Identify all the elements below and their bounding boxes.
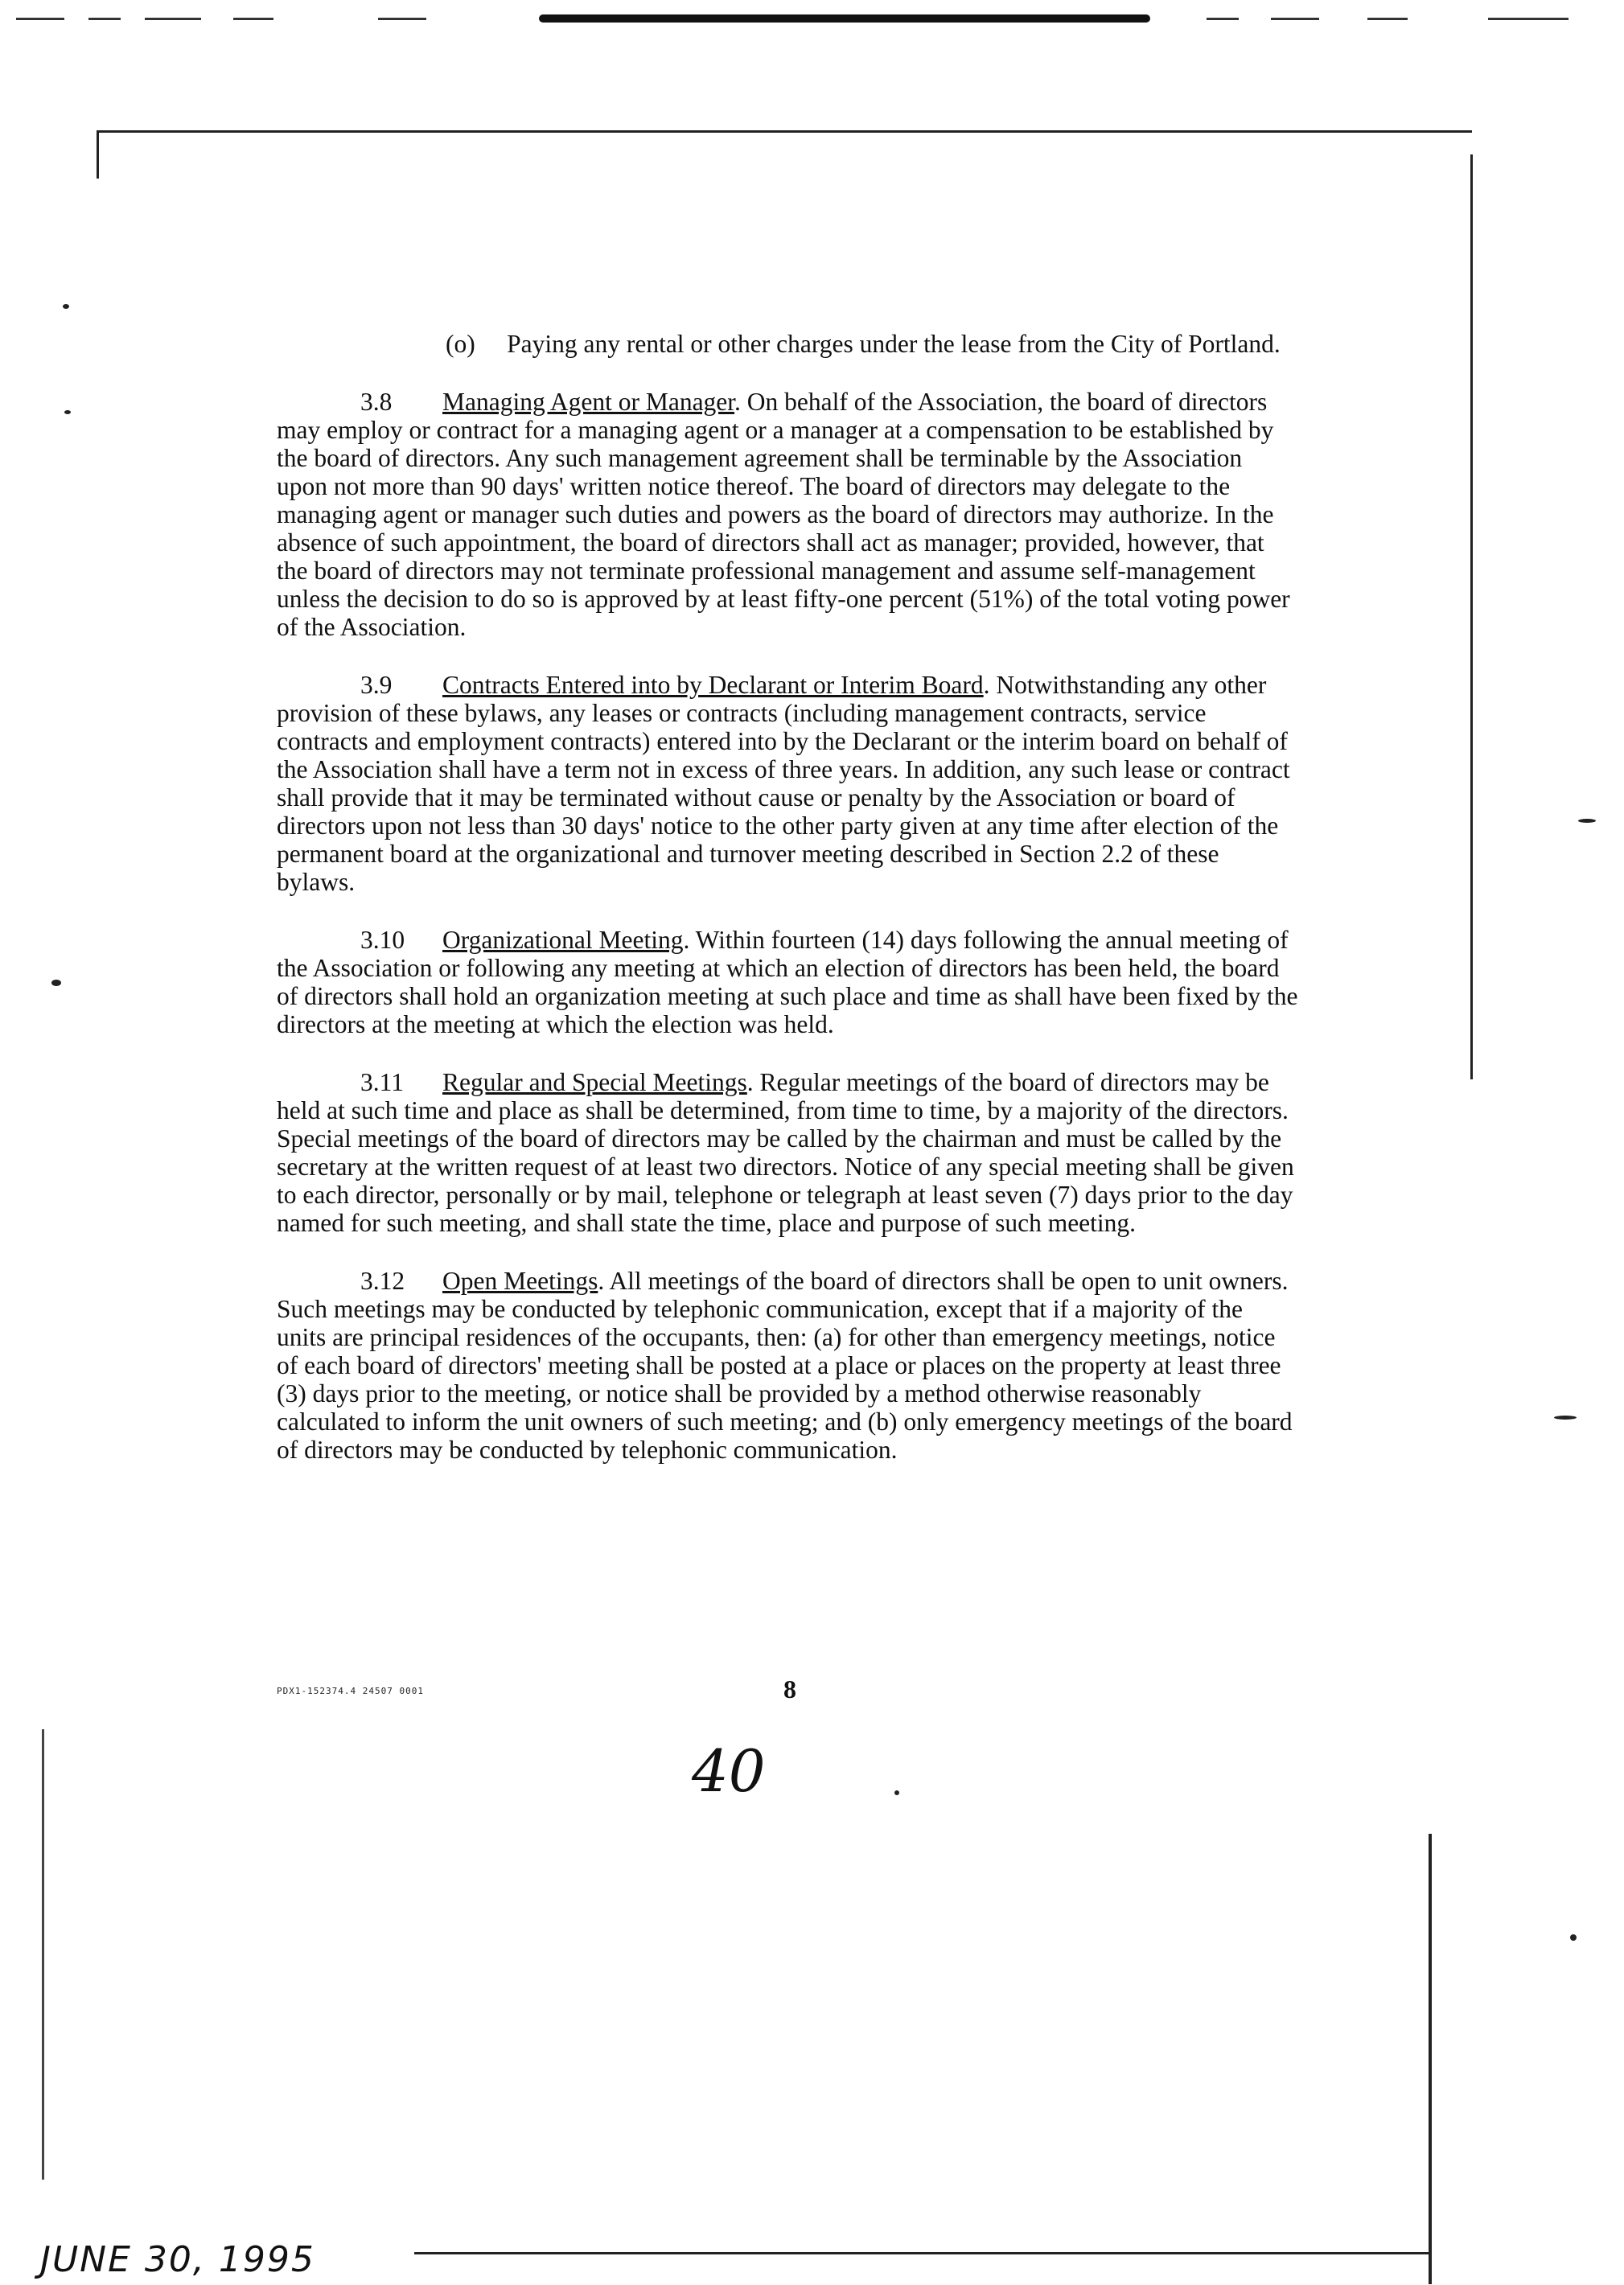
section-body: . Regular meetings of the board of directors may be held at such time and place as shall be determined, from time to time, by a majority of the directors. Special meetings of the board of directors may be called by the chairman and must be called by the secretary at the written request of at least two directors. Notice of any special meeting shall be given to each director, personally or by mail, telephone or telegraph at least seven (7) days prior to the day named for such meeting, and shall state the time, place and purpose of such meeting. bbox=[277, 1068, 1294, 1237]
frame-line-bottom bbox=[414, 2252, 1432, 2254]
section-number: 3.12 bbox=[360, 1267, 405, 1295]
scan-artifact-dash bbox=[233, 18, 273, 20]
frame-line-right-lower bbox=[1429, 1834, 1432, 2284]
scan-artifact-dash bbox=[1367, 18, 1408, 20]
scan-artifact-dash bbox=[1207, 18, 1239, 20]
scan-speck bbox=[51, 980, 61, 986]
scan-artifact-dash bbox=[88, 18, 121, 20]
frame-line-left bbox=[97, 130, 99, 179]
scan-artifact-dash bbox=[1488, 18, 1568, 20]
scan-artifact-dash bbox=[1271, 18, 1319, 20]
scan-speck bbox=[1578, 819, 1596, 823]
scan-speck bbox=[1570, 1934, 1577, 1941]
section-body: . On behalf of the Association, the board of directors may employ or contract for a managing agent or a manager at a compensation to be established by the board of directors. Any such management agreement shall be terminable by the Association upon not more than 90 days' written notice thereof. The board of directors may delegate to the managing agent or manager such duties and powers as the board of directors may authorize. In the absence of such appointment, the board of directors shall act as manager; provided, however, that the board of directors may not terminate professional management and assume self-management unless the decision to do so is approved by at least fifty-one percent (51%) of the total voting power of the Association. bbox=[277, 388, 1290, 641]
section-body: . Within fourteen (14) days following the annual meeting of the Association or following any meeting at which an election of directors has been held, the board of directors shall hold an organization meeting at such place and time as shall have been fixed by the directors at the meeting at which the election was held. bbox=[277, 926, 1298, 1038]
section-3-8 bbox=[277, 388, 1298, 641]
scan-speck bbox=[894, 1790, 899, 1795]
handwritten-date: JUNE 30, 1995 bbox=[40, 2239, 315, 2280]
scan-artifact-top-bar bbox=[539, 14, 1150, 23]
handwritten-number: 40 bbox=[692, 1737, 766, 1805]
section-number: 3.11 bbox=[360, 1068, 404, 1096]
frame-line-left-lower bbox=[42, 1729, 44, 2180]
section-title: Contracts Entered into by Declarant or Interim Board bbox=[442, 671, 984, 699]
scan-speck bbox=[63, 304, 69, 309]
scan-speck bbox=[1554, 1416, 1577, 1420]
section-title: Organizational Meeting bbox=[442, 926, 684, 954]
section-title: Managing Agent or Manager bbox=[442, 388, 735, 416]
item-o-text: Paying any rental or other charges under the lease from the City of Portland. bbox=[507, 330, 1281, 358]
section-number: 3.9 bbox=[360, 671, 393, 699]
section-title: Open Meetings bbox=[442, 1267, 598, 1295]
section-title: Regular and Special Meetings bbox=[442, 1068, 747, 1096]
section-3-10 bbox=[277, 926, 1298, 1038]
item-o-paragraph bbox=[277, 330, 1298, 358]
scan-artifact-dash bbox=[378, 18, 426, 20]
frame-line-right bbox=[1470, 154, 1473, 1079]
section-number: 3.8 bbox=[360, 388, 393, 416]
scan-artifact-dash bbox=[16, 18, 64, 20]
footer-doc-code: PDX1-152374.4 24507 0001 bbox=[277, 1686, 424, 1696]
scan-artifact-dash bbox=[145, 18, 201, 20]
section-3-11 bbox=[277, 1068, 1298, 1237]
section-body: . Notwithstanding any other provision of these bylaws, any leases or contracts (including management contracts, service contracts and employment contracts) entered into by the Declarant or the interim board on behalf of the Association shall have a term not in excess of three years. In addition, any such lease or contract shall provide that it may be terminated without cause or penalty by the Association or board of directors upon not less than 30 days' notice to the other party given at any time after election of the permanent board at the organizational and turnover meeting described in Section 2.2 of these bylaws. bbox=[277, 671, 1290, 896]
item-o-label: (o) bbox=[446, 330, 475, 358]
scan-speck bbox=[64, 410, 71, 414]
frame-line-top bbox=[97, 130, 1472, 133]
section-body: . All meetings of the board of directors shall be open to unit owners. Such meetings may be conducted by telephonic communication, except that if a majority of the units are principal residences of the occupants, then: (a) for other than emergency meetings, notice of each board of directors' meeting shall be posted at a place or places on the property at least three (3) days prior to the meeting, or notice shall be provided by a method otherwise reasonably calculated to inform the unit owners of such meeting; and (b) only emergency meetings of the board of directors may be conducted by telephonic communication. bbox=[277, 1267, 1293, 1464]
section-number: 3.10 bbox=[360, 926, 405, 954]
document-body bbox=[277, 330, 1298, 1494]
page-number: 8 bbox=[783, 1675, 796, 1703]
section-3-9 bbox=[277, 671, 1298, 896]
section-3-12 bbox=[277, 1267, 1298, 1464]
